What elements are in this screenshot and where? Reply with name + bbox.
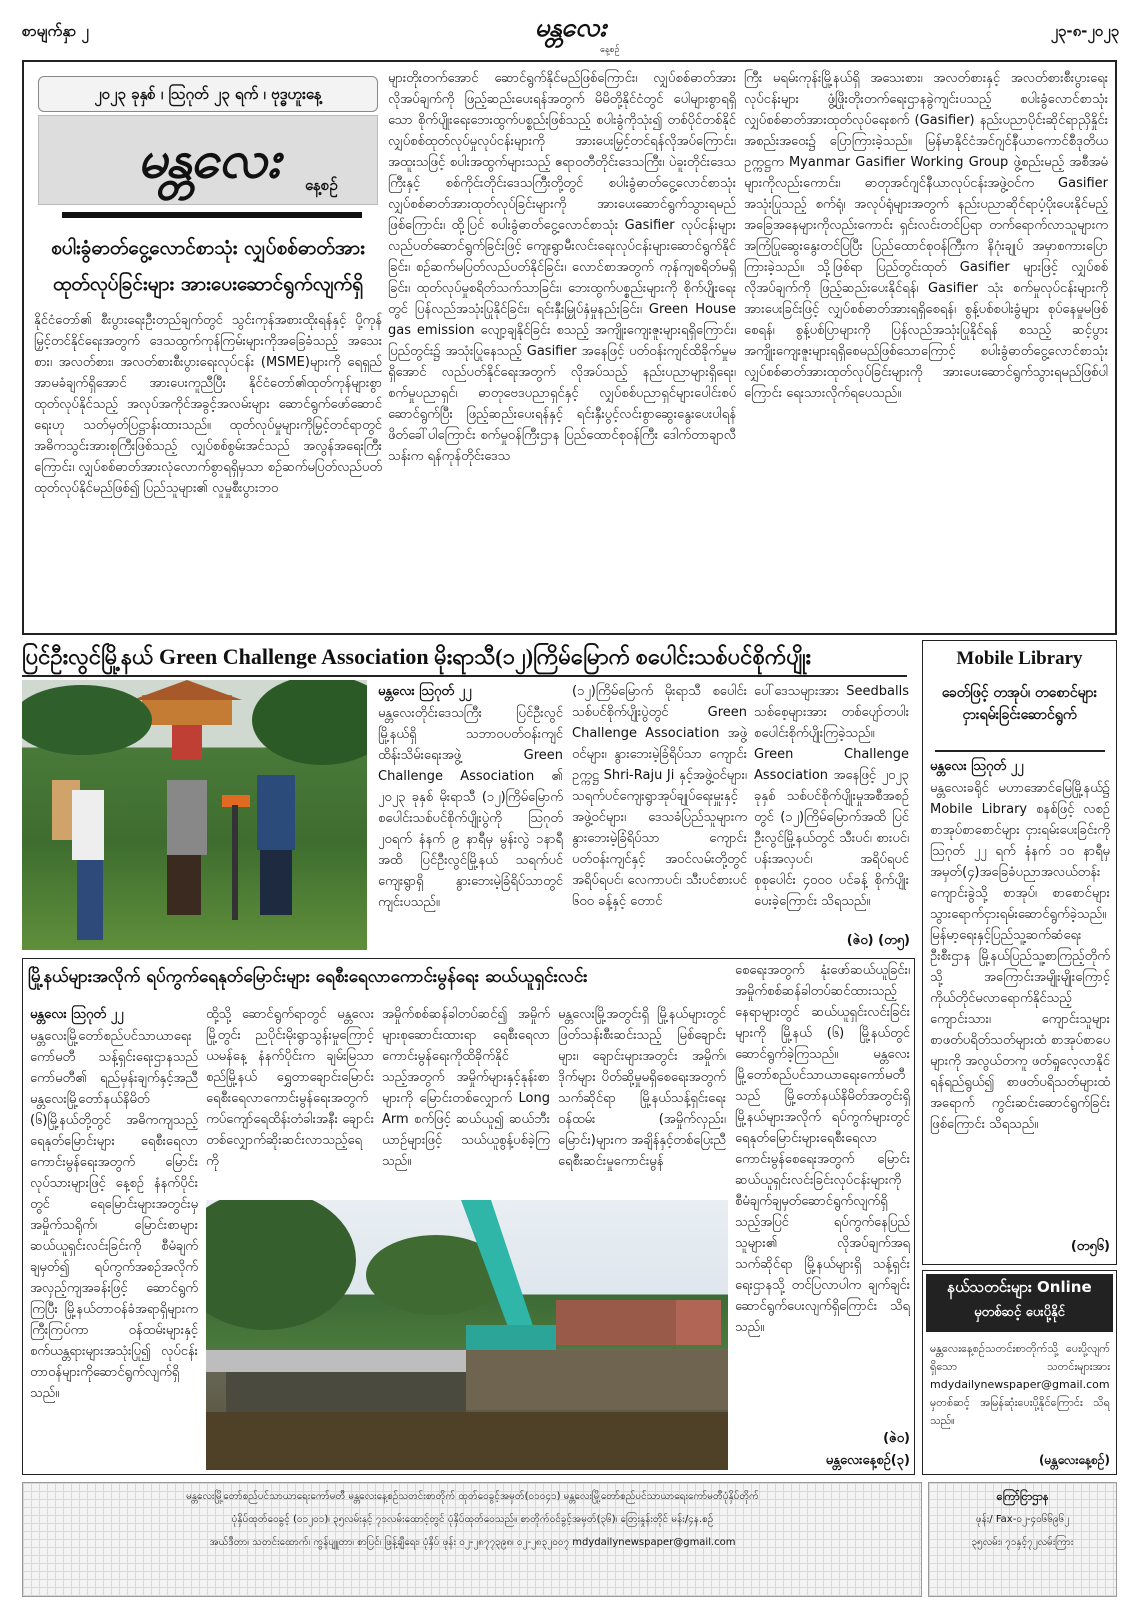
green-column-1: မန္တလေးတိုင်းဒေသကြီး ပြင်ဦးလွင်မြို့နယ်ရှိ သဘာဝပတ်ဝန်းကျင်ထိန်းသိမ်းရေးအဖွဲ့ Green Challenge Association ၏ ၂၀၂၃ ခုနှစ် မိုးရာသီ (၁၂)ကြိမ်မြောက် စပေါင်းသစ်ပင်စိုက်ပျိုးပွဲကို ဩဂုတ် ၂၀ရက် နံနက် ၉ နာရီမှ မွန်းလွဲ ၁နာရီအထိ ပြင်ဦးလွင်မြို့နယ် သရက်ပင်ကျေးရွာရှိ နွားဘေးမဲ့ခြံရိပ်သာတွင် ကျင်းပသည်။	[378, 706, 563, 910]
drain-column-2: ထို့သို့ ဆောင်ရွက်ရာတွင် မန္တလေးမြို့တွင်း ညပိုင်းမိုးရွာသွန်းမှုကြောင့် ယမန်နေ့ နံနက်ပိုင်းက ချမ်းမြသာစည်မြို့နယ် ရွှေတာချောင်းမြောင်း ရေစီးရေလာကောင်းမွန်ရေးအတွက် ကပ်ကျော်ရေထိန်းတံခါးအနီး ချောင်းတစ်လျှောက်ဆိုးဆင်းလာသည့်ရေကို	[206, 1007, 374, 1169]
online-credit: (မန္တလေးနေ့စဉ်)	[1039, 1453, 1110, 1467]
ads-address: ၃၅လမ်း၊ ၇၁နှင့်၇၂လမ်းကြား	[971, 1537, 1074, 1548]
logo-subtitle: နေ့စဉ်	[305, 176, 338, 194]
drain-byline: မန္တလေး ဩဂုတ် ၂၂	[30, 1007, 124, 1022]
drain-column-4: မန္တလေးမြို့အတွင်းရှိ မြို့နယ်များတွင် ဖြတ်သန်းစီးဆင်းသည့် မြစ်ချောင်းများ၊ ချောင်းများအတွင်း အမှိုက်၊ ဒိုက်များ ပိတ်ဆို့မှုမရှိစေရေးအတွက် သက်ဆိုင်ရာ မြို့နယ်သန့်ရှင်းရေးဝန်ထမ်း (အမှိုက်လှည်း၊ မြောင်း)များက အချိန်နှင့်တစ်ပြေးညီ ရေစီးဆင်းမှုကောင်းမွန်	[558, 1007, 726, 1169]
front-column-3: ကြီး မရမ်းကုန်းမြို့နယ်ရှိ အသေးစား၊ အလတ်စားနှင့် အလတ်စားစီးပွားရေးလုပ်ငန်းများ ဖွံ့ဖြိုးတိုးတက်ရေးဌာနခွဲကျင်းပသည့် စပါးခွံလောင်စာသုံး လျှပ်စစ်ဓာတ်အားထုတ်လုပ်ရေးစက် (Gasifier) နည်းပညာပိုင်းဆိုင်ရာညှိနှိုင်းအစည်းအဝေး၌ ပြောကြားခဲ့သည်။ မြန်မာနိုင်ငံအင်ဂျင်နီယာကောင်စီဒုတိယဥက္ကဋ္ဌက Myanmar Gasifier Working Group ဖွဲ့စည်းမည့် အစီအမံများကိုလည်းကောင်း၊ ဓာတုအင်ဂျင်နီယာလုပ်ငန်းအဖွဲ့ဝင်က Gasifier အသုံးပြုသည့် စက်ရုံ၊ အလုပ်ရုံများအတွက် နည်းပညာဆိုင်ရာပံ့ပိုးပေးနိုင်မည့် အခြေအနေများကိုလည်းကောင်း ရှင်းလင်းတင်ပြရာ တက်ရောက်လာသူများက အကြံပြုဆွေးနွေးတင်ပြပြီး ပြည်ထောင်စုဝန်ကြီးက နိဂုံးချုပ် အမှာစကားပြောကြားခဲ့သည်။ သို့ဖြစ်ရာ ပြည်တွင်းထုတ် Gasifier များဖြင့် လျှပ်စစ်လိုအပ်ချက်ကို ဖြည့်ဆည်းပေးနိုင်ရန်၊ Gasifier သုံး စက်မှုလုပ်ငန်းများကို အားပေးခြင်းဖြင့် လျှပ်စစ်ဓာတ်အားရရှိစေရန်၊ စွန့်ပစ်စပါးခွံများ စုပ်နေမှုမဖြစ်စေရန်၊ စွန့်ပစ်ပြာများကို ပြန်လည်အသုံးပြုနိုင်ရန် စသည့် ဆင့်ပွားအကျိုးကျေးဇူးများရရှိစေမည်ဖြစ်သောကြောင့် စပါးခွံဓာတ်ငွေ့လောင်စာသုံး လျှပ်စစ်ဓာတ်အားထုတ်လုပ်ခြင်းများကို အားပေးဆောင်ရွက်သွားရမည်ဖြစ်ပါကြောင်း ရေးသားလိုက်ရပေသည်။	[744, 71, 1108, 401]
ads-title: ကြော်ငြာဌာန	[996, 1490, 1049, 1503]
online-title: နယ်သတင်းများ Online	[947, 1278, 1092, 1296]
title-underline	[22, 675, 907, 677]
online-subtitle: မှတစ်ဆင့် ပေးပို့နိုင်	[974, 1305, 1065, 1320]
green-column-2: (၁၂)ကြိမ်မြောက် မိုးရာသီ စပေါင်းသစ်ပင်စိုက်ပျိုးပွဲတွင် Green Challenge Association အဖွဲ့ဝင်များ၊ နွားဘေးမဲ့ခြံရိပ်သာ ကျောင်းဥက္ကဋ္ဌ Shri-Raju Ji နှင့်အဖွဲ့ဝင်များ၊ သရက်ပင်ကျေးရွာအုပ်ချုပ်ရေးမှူးနှင့် အဖွဲ့ဝင်များ၊ ဒေသခံပြည်သူများက နွားဘေးမဲ့ခြံရိပ်သာ ကျောင်းပတ်ဝန်းကျင်နှင့် အဝင်လမ်းတို့တွင် အရိပ်ရပင်၊ လေကာပင်၊ သီးပင်စားပင် ၆၀၀ ခန့်နှင့် တောင်	[572, 684, 747, 909]
front-column-1: နိုင်ငံတော်၏ စီးပွားရေးဦးတည်ချက်တွင် သွင်းကုန်အစားထိုးရန်နှင့် ပို့ကုန်မြှင့်တင်နိုင်ရေးအတွက် ဒေသထွက်ကုန်ကြမ်းများကိုအခြေခံသည့် အသေးစား၊ အလတ်စား၊ အလတ်စားစီးပွားရေးလုပ်ငန်း (MSME)များကို ရေရှည်အာမခံချက်ရှိအောင် အားပေးကူညီပြီး နိုင်ငံတော်၏ထုတ်ကုန်များစွာ ထုတ်လုပ်နိုင်သည့် အလုပ်အကိုင်အခွင့်အလမ်းများ ဆောင်ရွက်ဖော်ဆောင်ရေးဟု သတ်မှတ်ပြဋ္ဌာန်းထားသည်။ ထုတ်လုပ်မှုများကိုမြှင့်တင်ရာတွင် အဓိကသွင်းအားစုကြီးဖြစ်သည့် လျှပ်စစ်စွမ်းအင်သည် အလွန်အရေးကြီးကြောင်း၊ လျှပ်စစ်ဓာတ်အားလုံလောက်စွာရရှိမှသာ စဉ်ဆက်မပြတ်လည်ပတ်ထုတ်လုပ်နိုင်မည်ဖြစ်၍ ပြည်သူများ၏ လူမှုစီးပွားဘဝ	[34, 313, 382, 496]
library-credit: (တ၅၆)	[1070, 1239, 1110, 1254]
edition-date: ၂၀၂၃ ခုနှစ် ၊ ဩဂုတ် ၂၃ ရက် ၊ ဗုဒ္ဓဟူးနေ့	[38, 76, 378, 112]
online-body: မန္တလေးနေ့စဉ်သတင်းစာတိုက်သို့ ပေးပို့လျက်ရှိသော သတင်းများအား mdydailynewspaper@gmail.com မှတစ်ဆင့် အမြန်ဆုံးပေးပို့နိုင်ကြောင်း သိရသည်။	[930, 1342, 1110, 1427]
tree-planting-photo	[22, 680, 367, 950]
imprint-line-3: အယ်ဒီတာ၊ သတင်းထောက်၊ ကွန်ပျူတာ၊ စာပြင်၊ ဖြန့်ချီရေး၊ ပုံနှိပ် ဖုန်း ၀၂-၂၈၇၇၃၉၈၊ ၀၂-၂၈၃၂၀၀၇ mdydailynewspaper@gmail.com	[209, 1537, 736, 1548]
library-byline: မန္တလေး ဩဂုတ် ၂၂	[930, 759, 1024, 774]
green-credit: (ဇဲဝ) (တ၅)	[846, 933, 910, 948]
drain-credit-2: မန္တလေးနေ့စဉ်(၃)	[825, 1453, 910, 1468]
front-headline: စပါးခွံဓာတ်ငွေ့လောင်စာသုံး လျှပ်စစ်ဓာတ်အား ထုတ်လုပ်ခြင်းများ အားပေးဆောင်ရွက်လျက်ရှိ	[51, 237, 365, 295]
ads-phone: ဖုန်း/ Fax-၀၂-၄၀၆၆၉၆၂	[975, 1514, 1070, 1525]
newspaper-logo: မန္တလေး	[38, 115, 378, 205]
drain-column-1: မန္တလေးမြို့တော်စည်ပင်သာယာရေးကော်မတီ သန့်ရှင်းရေးဌာနသည် ကော်မတီ၏ ရည်မှန်းချက်နှင့်အညီ မန္တလေးမြို့တော်နယ်နိမိတ် (၆)မြို့နယ်တို့တွင် အဓိကကျသည့် ရေနုတ်မြောင်းများ ရေစီးရေလာကောင်းမွန်ရေးအတွက် မြောင်းလုပ်သားများဖြင့် နေ့စဉ် နံနက်ပိုင်းတွင် ရေမြောင်းများအတွင်းမှ အမှိုက်သရိုက်၊ မြောင်းစာများဆယ်ယူရှင်းလင်းခြင်းကို စီမံချက်ချမှတ်၍ ရပ်ကွက်အစဉ်အလိုက် အလှည့်ကျအခန်းဖြင့် ဆောင်ရွက်ကြပြီး မြို့နယ်တာဝန်ခံအရာရှိများက ကြီးကြပ်ကာ ဝန်ထမ်းများနှင့် စက်ယန္တရားများအသုံးပြု၍ လုပ်ငန်းတာဝန်များကိုဆောင်ရွက်လျက်ရှိသည်။	[30, 1029, 198, 1401]
drain-cleaning-photo	[206, 1200, 728, 1470]
imprint-line-1: မန္တလေးမြို့တော်စည်ပင်သာယာရေးကော်မတီ မန္တလေးနေ့စဉ်သတင်းစာတိုက် ထုတ်ဝေခွင့်အမှတ်(၀၁၀၄၁) မန္တလေးမြို့တော်စည်ပင်သာယာရေးကော်မတီပုံနှိပ်တိုက်	[186, 1491, 759, 1502]
drain-credit: (ဇဲဝ)	[883, 1431, 910, 1446]
issue-date: ၂၃-၈-၂၀၂၃	[1050, 22, 1119, 40]
green-column-3: ပေါ်ဒေသများအား Seedballs သစ်စေ့များအား တစ်ပျော်တပါး စပေါင်းစိုက်ပျိုးကြခဲ့သည်။ Green Challenge Association အနေဖြင့် ၂၀၂၃ ခုနှစ် သစ်ပင်စိုက်ပျိုးမှုအစီအစဉ်တွင် (၁၂)ကြိမ်မြောက်အထိ ပြင်ဦးလွင်မြို့နယ်တွင် သီးပင်၊ စားပင်၊ ပန်းအလှပင်၊ အရိပ်ရပင် စုစုပေါင်း ၄၀၀၀ ပင်ခန့် စိုက်ပျိုးပေးခဲ့ကြောင်း သိရသည်။	[754, 684, 909, 909]
masthead-sub: နေ့စဉ်	[600, 45, 620, 55]
drain-title: မြို့နယ်များအလိုက် ရပ်ကွက်ရေနုတ်မြောင်းများ ရေစီးရေလာကောင်းမွန်ရေး ဆယ်ယူရှင်းလင်း	[28, 967, 588, 987]
library-rule	[935, 750, 1105, 752]
page-number: စာမျက်နှာ ၂	[22, 22, 89, 40]
library-body: မန္တလေးခရိုင် မဟာအောင်မြေမြို့နယ်၌ Mobile Library စနစ်ဖြင့် လစဉ်စာအုပ်စာစောင်များ ငှားရမ်းပေးခြင်းကို ဩဂုတ် ၂၂ ရက် နံနက် ၁၀ နာရီမှ အမှတ်(၄)အခြေခံပညာအလယ်တန်းကျောင်းခွဲသို့ စာအုပ်၊ စာစောင်များ သွားရောက်ငှားရမ်းဆောင်ရွက်ခဲ့သည်။ မြန်မာ့ရေးနှင့်ပြည်သူ့ဆက်ဆံရေးဦးစီးဌာန မြို့နယ်ပြည်သူ့စာကြည့်တိုက်သို့ အကြောင်းအမျိုးမျိုးကြောင့် ကိုယ်တိုင်မလာရောက်နိုင်သည့် ကျောင်းသား၊ ကျောင်းသူများ စာဖတ်ပရိတ်သတ်များထံ စာအုပ်စာပေများကို အလွယ်တကူ ဖတ်ရှုလေ့လာနိုင်ရန်ရည်ရွယ်၍ စာဖတ်ပရိသတ်များထံအရောက် ကွင်းဆင်းဆောင်ရွက်ခြင်းဖြစ်ကြောင်း သိရသည်။	[930, 781, 1110, 1132]
drain-column-5: စေရေးအတွက် နုံးဖော်ဆယ်ယူခြင်း၊ အမှိုက်စစ်ဆန်ခါတပ်ဆင်ထားသည့်နေရာများတွင် ဆယ်ယူရှင်းလင်းခြင်းများကို မြို့နယ် (၆) မြို့နယ်တွင် ဆောင်ရွက်ခဲ့ကြသည်။ မန္တလေးမြို့တော်စည်ပင်သာယာရေးကော်မတီသည် မြို့တော်နယ်နိမိတ်အတွင်းရှိ မြို့နယ်များအလိုက် ရပ်ကွက်များတွင် ရေနုတ်မြောင်းများရေစီးရေလာကောင်းမွန်စေရေးအတွက် မြောင်းဆယ်ယူရှင်းလင်းခြင်းလုပ်ငန်းများကို စီမံချက်ချမှတ်ဆောင်ရွက်လျက်ရှိသည့်အပြင် ရပ်ကွက်နေပြည်သူများ၏ လိုအပ်ချက်အရ သက်ဆိုင်ရာ မြို့နယ်များရှိ သန့်ရှင်းရေးဌာနသို့ တင်ပြလာပါက ချက်ချင်းဆောင်ရွက်ပေးလျက်ရှိကြောင်း သိရသည်။	[735, 963, 910, 1335]
imprint-line-2: ပုံနှိပ်ထုတ်ဝေခွင့် (၀၁၂၀၁)၊ ၃၅လမ်းနှင့် ၇၁လမ်းထောင့်တွင် ပုံနှိပ်ထုတ်ဝေသည်။ စာတိုက်ဝင်ခွင့်အမှတ်(၃၆)၊ တြေးနှုန်းတိုင် မန်း/၄န.စဉ်	[231, 1514, 714, 1525]
library-title: Mobile Library	[956, 648, 1083, 669]
headline-rule	[62, 212, 362, 218]
drain-column-3: အမှိုက်စစ်ဆန်ခါတပ်ဆင်၍ အမှိုက်များစုဆောင်းထားရာ ရေစီးရေလာကောင်းမွန်ရေးကိုထိခိုက်နိုင်သည့်အတွက် အမှိုက်များနှင့်နုန်းစာများကို မြောင်းတစ်လျှောက် Long Arm စက်ဖြင့် ဆယ်ယူ၍ ဆယ်ဘီးယာဉ်များဖြင့် သယ်ယူစွန့်ပစ်ခဲ့ကြသည်။	[382, 1007, 550, 1169]
green-challenge-title: ပြင်ဦးလွင်မြို့နယ် Green Challenge Association မိုးရာသီ(၁၂)ကြိမ်မြောက် စပေါင်းသစ်ပင်စိုက်ပျိုး	[22, 644, 812, 669]
masthead: မန္တလေး	[534, 13, 606, 43]
library-subtitle: ခေတ်ဖြင့် တအုပ်၊ တစောင်များ ငှားရမ်းခြင်းဆောင်ရွက်	[941, 685, 1098, 723]
green-byline: မန္တလေး ဩဂုတ် ၂၂	[378, 684, 472, 699]
front-column-2: များတိုးတက်အောင် ဆောင်ရွက်နိုင်မည်ဖြစ်ကြောင်း၊ လျှပ်စစ်ဓာတ်အားလိုအပ်ချက်ကို ဖြည့်ဆည်းပေးရန်အတွက် မိမိတို့နိုင်ငံတွင် ပေါများစွာရရှိသော စိုက်ပျိုးရေးဘေးထွက်ပစ္စည်းဖြစ်သည့် စပါးခွံကိုသုံး၍ တစ်ပိုင်တစ်နိုင် လျှပ်စစ်ထုတ်လုပ်မှုလုပ်ငန်းများကို အားပေးမြှင့်တင်ရန်လိုအပ်ကြောင်း၊ အထူးသဖြင့် စပါးအထွက်များသည့် ဧရာဝတီတိုင်းဒေသကြီး၊ ပဲခူးတိုင်းဒေသကြီးနှင့် စစ်ကိုင်းတိုင်းဒေသကြီးတို့တွင် စပါးခွံဓာတ်ငွေ့လောင်စာသုံး လျှပ်စစ်ဓာတ်အားထုတ်လုပ်ခြင်းများကို အားပေးဆောင်ရွက်သွားရမည်ဖြစ်ကြောင်း၊ ထို့ပြင် စပါးခွံဓာတ်ငွေ့လောင်စာသုံး Gasifier လုပ်ငန်းများ လည်ပတ်ဆောင်ရွက်ခြင်းဖြင့် ကျေးရွာမီးလင်းရေးလုပ်ငန်းများဆောင်ရွက်နိုင်ခြင်း၊ စဉ်ဆက်မပြတ်လည်ပတ်နိုင်ခြင်း၊ လောင်စာအတွက် ကုန်ကျစရိတ်မရှိခြင်း၊ ထုတ်လုပ်မှုစရိတ်သက်သာခြင်း၊ ဘေးထွက်ပစ္စည်းများကို စိုက်ပျိုးရေးတွင် ပြန်လည်အသုံးပြုနိုင်ခြင်း၊ ရင်းနှီးမြှုပ်နှံမှုနည်းခြင်း၊ Green House gas emission လျော့ချနိုင်ခြင်း စသည့် အကျိုးကျေးဇူးများရရှိကြောင်း၊ ပြည်တွင်း၌ အသုံးပြုနေသည့် Gasifier အနေဖြင့် ပတ်ဝန်းကျင်ထိခိုက်မှုမရှိအောင် လည်ပတ်နိုင်ရေးအတွက် လိုအပ်သည့် နည်းပညာများရှိရေး၊ စက်မှုပညာရှင်၊ ဓာတုဗေဒပညာရှင်နှင့် လျှပ်စစ်ပညာရှင်များပေါင်းစပ်ဆောင်ရွက်ပြီး ဖြည့်ဆည်းပေးရန်နှင့် ရင်းနှီးပွင့်လင်းစွာဆွေးနွေးပေးပါရန် ဖိတ်ခေါ်ပါကြောင်း စက်မှုဝန်ကြီးဌာန ပြည်ထောင်စုဝန်ကြီး ဒေါက်တာချာလီသန်းက ရန်ကုန်တိုင်းဒေသ	[388, 71, 736, 464]
